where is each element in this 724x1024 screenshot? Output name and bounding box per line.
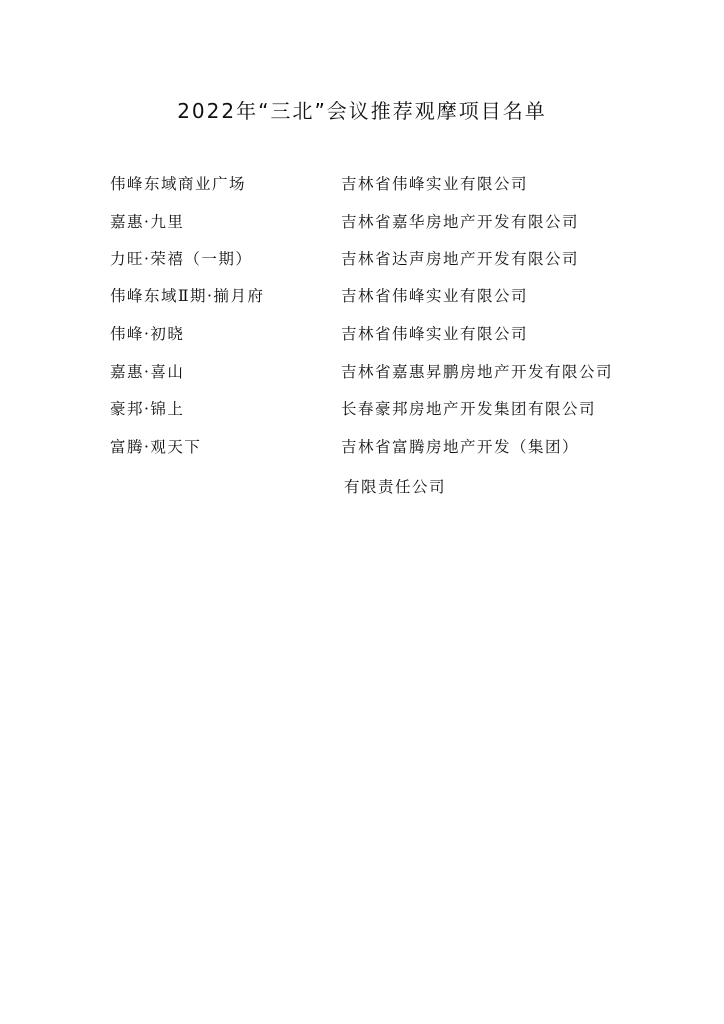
company-name: 吉林省伟峰实业有限公司: [341, 287, 529, 305]
company-name: 长春豪邦房地产开发集团有限公司: [341, 400, 597, 418]
list-item: [0, 397, 724, 421]
document-title: 2022年“三北”会议推荐观摩项目名单: [177, 99, 547, 123]
project-name: 伟峰·初晓: [110, 325, 185, 343]
project-name: 伟峰东域商业广场: [110, 175, 247, 193]
company-name: 吉林省嘉惠昇鹏房地产开发有限公司: [341, 363, 614, 381]
project-name: 富腾·观天下: [110, 438, 202, 456]
project-name: 豪邦·锦上: [110, 400, 185, 418]
project-name: 嘉惠·九里: [110, 213, 185, 231]
list-item: [0, 247, 724, 271]
company-name: 吉林省伟峰实业有限公司: [341, 175, 529, 193]
company-name: 吉林省嘉华房地产开发有限公司: [341, 213, 580, 231]
company-name: 吉林省富腾房地产开发（集团）: [341, 438, 580, 456]
list-item-continuation: [0, 475, 724, 499]
project-name: 力旺·荣禧（一期）: [110, 250, 253, 268]
list-item: [0, 435, 724, 459]
list-item: [0, 322, 724, 346]
list-item: [0, 284, 724, 308]
company-name: 吉林省达声房地产开发有限公司: [341, 250, 580, 268]
project-name: 嘉惠·喜山: [110, 363, 185, 381]
list-item: [0, 360, 724, 384]
list-item: [0, 172, 724, 196]
company-name-continuation: 有限责任公司: [344, 478, 447, 496]
list-item: [0, 210, 724, 234]
company-name: 吉林省伟峰实业有限公司: [341, 325, 529, 343]
project-name: 伟峰东域Ⅱ期·揃月府: [110, 287, 265, 305]
